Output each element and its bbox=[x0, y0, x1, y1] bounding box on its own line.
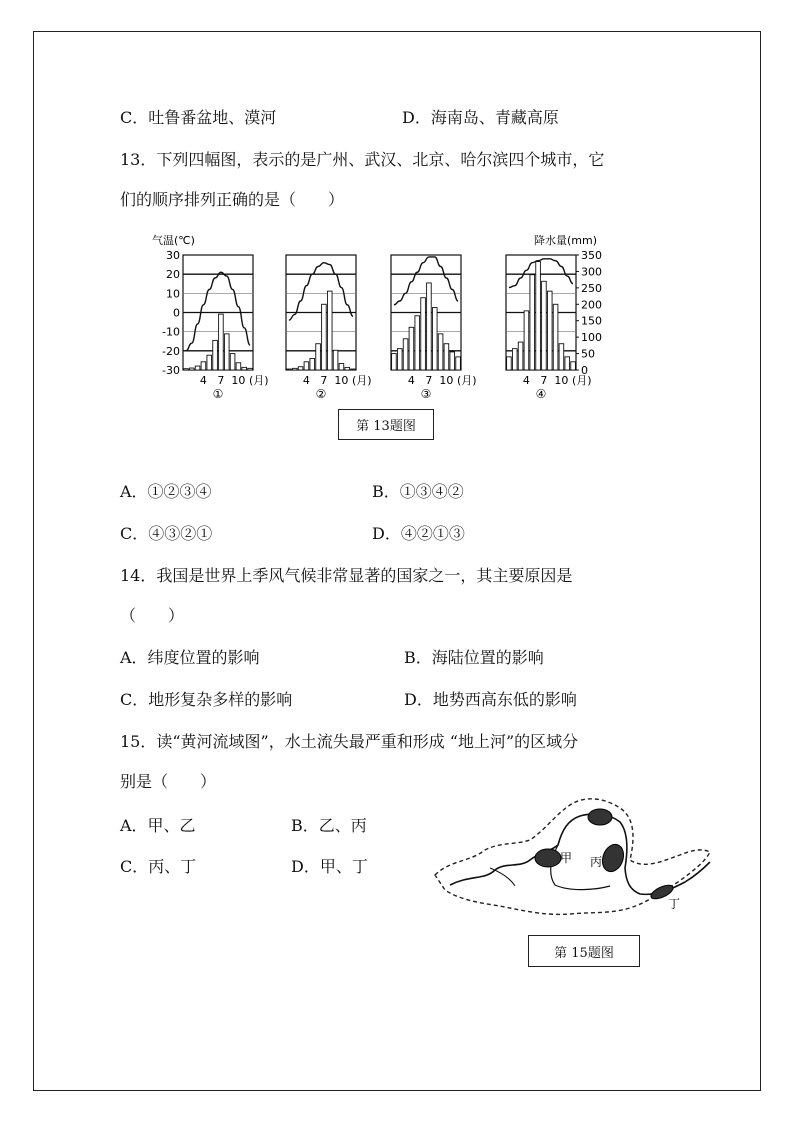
month-tick-label: 4 bbox=[302, 374, 310, 387]
precip-bar bbox=[195, 366, 200, 370]
precip-bar bbox=[327, 291, 332, 370]
precip-bar bbox=[421, 298, 426, 370]
region-bing bbox=[599, 841, 627, 874]
precip-bar bbox=[542, 281, 547, 370]
precip-bar bbox=[507, 357, 512, 370]
month-unit-label: (月) bbox=[249, 374, 269, 387]
climate-panel bbox=[286, 255, 372, 401]
panel-label: ② bbox=[315, 387, 327, 401]
q15-option-d[interactable]: D．甲、丁 bbox=[291, 857, 368, 876]
precip-bar bbox=[207, 355, 212, 370]
precip-bar bbox=[310, 359, 315, 371]
temp-tick-label: 30 bbox=[166, 249, 180, 262]
q15-stem-line1: 15．读“黄河流域图”，水土流失最严重和形成 “地上河”的区域分 bbox=[120, 732, 579, 751]
q15-option-b[interactable]: B．乙、丙 bbox=[291, 816, 367, 835]
precip-bar bbox=[184, 369, 189, 370]
precip-bar bbox=[201, 362, 206, 370]
precip-bar bbox=[322, 304, 327, 370]
precip-bar bbox=[298, 367, 303, 370]
precip-bar bbox=[427, 283, 432, 370]
month-tick-label: 7 bbox=[540, 374, 548, 387]
precip-bar bbox=[304, 362, 309, 370]
month-tick-label: 10 bbox=[334, 374, 349, 387]
precip-bar bbox=[230, 354, 235, 370]
precip-bar bbox=[397, 349, 402, 370]
temp-tick-label: -30 bbox=[162, 364, 180, 377]
month-tick-label: 4 bbox=[522, 374, 530, 387]
month-unit-label: (月) bbox=[352, 374, 372, 387]
precip-tick-label: 300 bbox=[581, 265, 602, 279]
yellow-river bbox=[450, 814, 710, 894]
precip-bar bbox=[565, 357, 570, 370]
precip-axis-label: 降水量(mm) bbox=[534, 234, 598, 247]
temp-axis-label: 气温(℃) bbox=[152, 234, 195, 247]
q12-option-d[interactable]: D．海南岛、青藏高原 bbox=[402, 108, 559, 127]
precip-tick-label: 100 bbox=[581, 331, 602, 345]
climate-panel bbox=[506, 255, 592, 401]
q13-option-b[interactable]: B．①③④② bbox=[372, 482, 464, 501]
temp-tick-label: 10 bbox=[166, 287, 180, 301]
panel-label: ④ bbox=[535, 387, 547, 401]
month-tick-label: 10 bbox=[439, 374, 454, 387]
q14-stem-line2: （ ） bbox=[120, 606, 185, 625]
precip-bar bbox=[512, 349, 517, 370]
region-yi bbox=[588, 809, 612, 825]
yellow-river-basin-map bbox=[430, 790, 720, 925]
month-unit-label: (月) bbox=[457, 374, 477, 387]
precip-bar bbox=[571, 362, 576, 370]
precip-bar bbox=[345, 367, 350, 370]
precip-bar bbox=[236, 363, 241, 370]
q13-stem-line1: 13．下列四幅图，表示的是广州、武汉、北京、哈尔滨四个城市，它 bbox=[120, 150, 605, 169]
precip-tick-label: 350 bbox=[581, 249, 602, 262]
precip-bar bbox=[438, 334, 443, 370]
precip-bar bbox=[518, 342, 523, 370]
label-bing: 丙 bbox=[590, 855, 603, 869]
q15-figure-caption: 第 15题图 bbox=[528, 935, 640, 967]
month-tick-label: 4 bbox=[199, 374, 207, 387]
q14-option-d[interactable]: D．地势西高东低的影响 bbox=[404, 690, 577, 709]
precip-bar bbox=[553, 304, 558, 370]
precip-bar bbox=[316, 344, 321, 370]
panel-label: ③ bbox=[420, 387, 432, 401]
precip-tick-label: 0 bbox=[581, 364, 588, 377]
precip-bar bbox=[351, 369, 356, 370]
month-tick-label: 7 bbox=[217, 374, 225, 387]
q13-figure-caption: 第 13题图 bbox=[338, 409, 434, 440]
precip-bar bbox=[213, 340, 218, 370]
precip-bar bbox=[224, 334, 229, 370]
precip-bar bbox=[456, 357, 461, 370]
q14-option-c[interactable]: C．地形复杂多样的影响 bbox=[120, 690, 293, 709]
panel-label: ① bbox=[212, 387, 224, 401]
q13-option-a[interactable]: A．①②③④ bbox=[120, 482, 212, 501]
climate-panel bbox=[391, 255, 477, 401]
q14-stem-line1: 14．我国是世界上季风气候非常显著的国家之一，其主要原因是 bbox=[120, 566, 573, 585]
precip-bar bbox=[432, 308, 437, 370]
temp-tick-label: 20 bbox=[166, 268, 180, 282]
precip-bar bbox=[415, 316, 420, 370]
label-ding: 丁 bbox=[668, 897, 681, 911]
precip-bar bbox=[559, 344, 564, 370]
precip-tick-label: 50 bbox=[581, 347, 595, 361]
q15-option-a[interactable]: A．甲、乙 bbox=[120, 816, 196, 835]
precip-bar bbox=[403, 339, 408, 370]
temp-tick-label: -20 bbox=[162, 344, 180, 358]
precip-bar bbox=[524, 311, 529, 370]
precip-bar bbox=[409, 327, 414, 370]
precip-bar bbox=[292, 368, 297, 370]
q13-option-d[interactable]: D．④②①③ bbox=[372, 524, 465, 543]
precip-tick-label: 150 bbox=[581, 314, 602, 328]
temp-tick-label: -10 bbox=[162, 325, 180, 339]
precip-bar bbox=[530, 275, 535, 370]
precip-bar bbox=[248, 368, 253, 370]
precip-bar bbox=[333, 350, 338, 370]
q15-option-c[interactable]: C．丙、丁 bbox=[120, 857, 197, 876]
precip-bar bbox=[287, 369, 292, 370]
precip-bar bbox=[392, 354, 397, 370]
month-unit-label: (月) bbox=[572, 374, 592, 387]
month-tick-label: 10 bbox=[554, 374, 569, 387]
climate-panel bbox=[183, 255, 269, 401]
precip-bar bbox=[242, 367, 247, 370]
precip-bar bbox=[536, 262, 541, 370]
temp-tick-label: 0 bbox=[173, 306, 180, 320]
precip-bar bbox=[339, 363, 344, 370]
month-tick-label: 7 bbox=[320, 374, 328, 387]
q14-option-a[interactable]: A．纬度位置的影响 bbox=[120, 648, 260, 667]
q12-option-c[interactable]: C．吐鲁番盆地、漠河 bbox=[120, 108, 277, 127]
q14-option-b[interactable]: B．海陆位置的影响 bbox=[404, 648, 544, 667]
month-tick-label: 10 bbox=[231, 374, 246, 387]
label-jia: 甲 bbox=[560, 851, 573, 865]
climate-charts bbox=[150, 230, 620, 405]
precip-bar bbox=[219, 314, 224, 370]
q13-option-c[interactable]: C．④③②① bbox=[120, 524, 213, 543]
precip-bar bbox=[547, 291, 552, 370]
region-jia bbox=[535, 849, 561, 867]
precip-tick-label: 200 bbox=[581, 298, 602, 312]
q13-stem-line2: 们的顺序排列正确的是（ ） bbox=[120, 190, 345, 209]
precip-bar bbox=[444, 344, 449, 370]
month-tick-label: 7 bbox=[425, 374, 433, 387]
precip-tick-label: 250 bbox=[581, 281, 602, 295]
month-tick-label: 4 bbox=[407, 374, 415, 387]
precip-bar bbox=[189, 368, 194, 370]
precip-bar bbox=[450, 352, 455, 370]
q15-stem-line2: 别是（ ） bbox=[120, 772, 217, 791]
